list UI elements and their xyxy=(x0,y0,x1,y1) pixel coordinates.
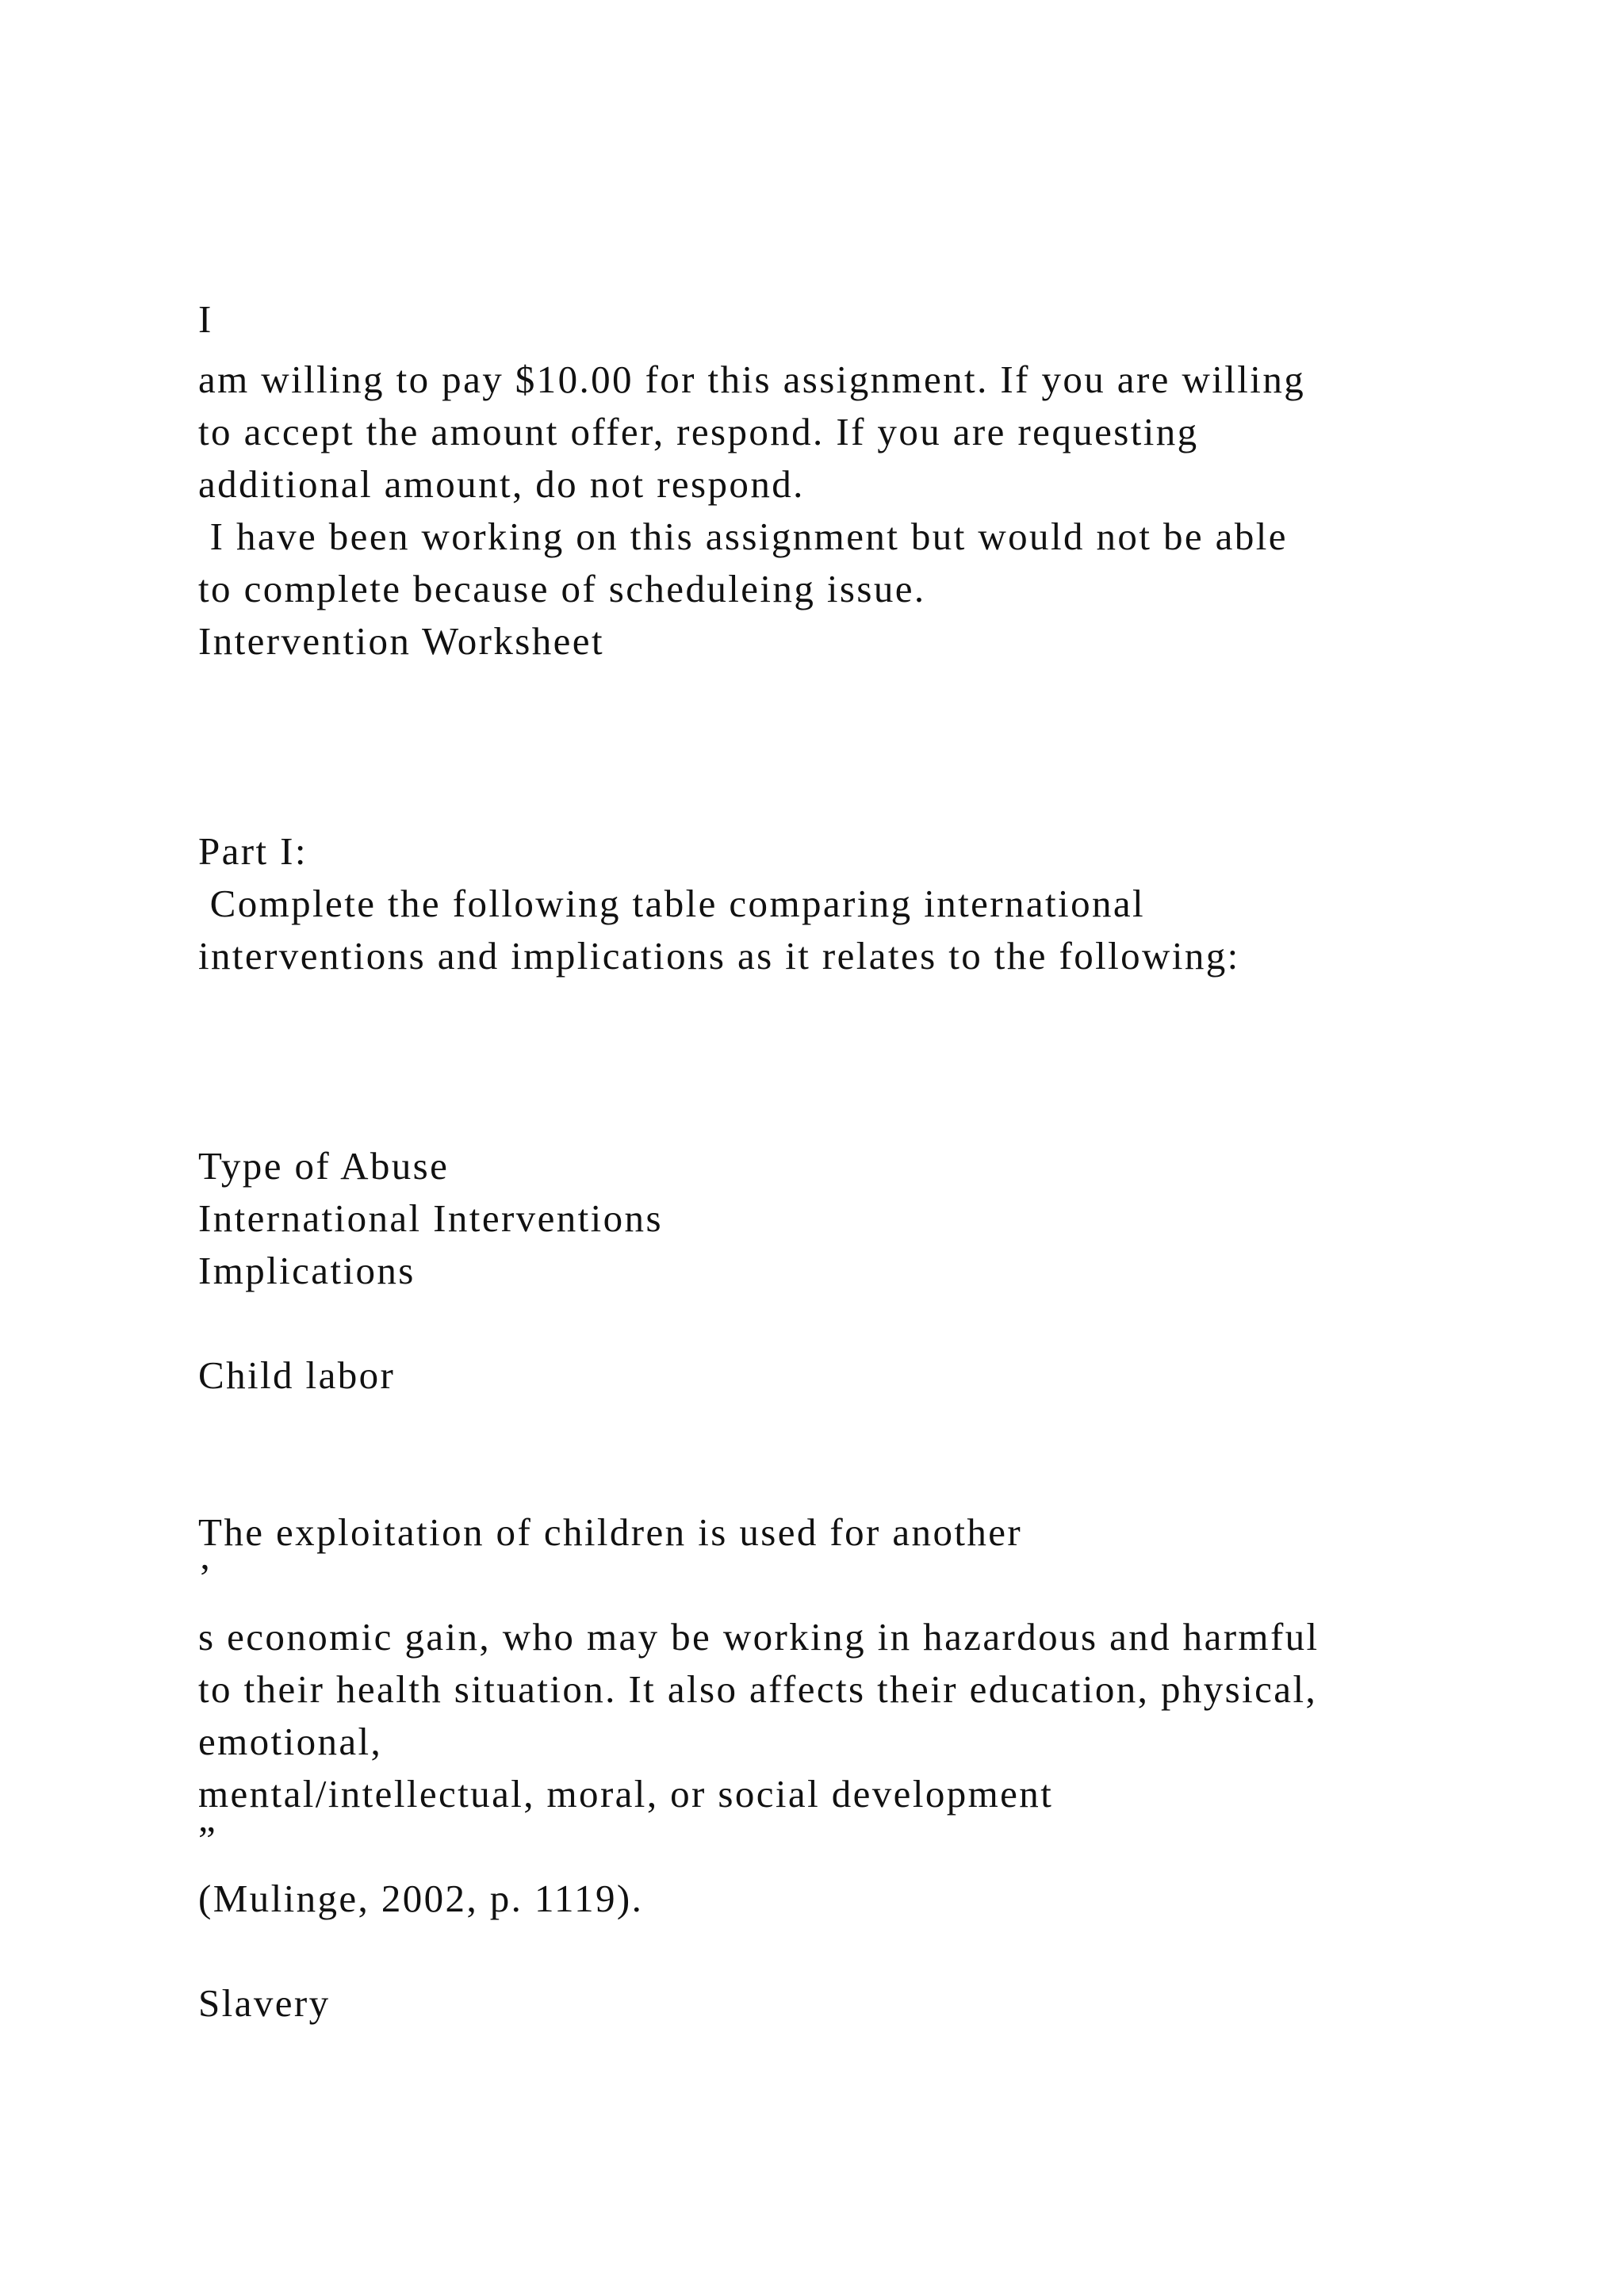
text-line-instructions-continued: interventions and implications as it relates to the following: xyxy=(198,934,1240,978)
text-line-apostrophe: ’ xyxy=(198,1556,213,1599)
part-heading: Part I: xyxy=(198,829,308,873)
text-line-payment-offer: am willing to pay $10.00 for this assignment. If you are willing xyxy=(198,358,1306,401)
text-line-development: mental/intellectual, moral, or social development xyxy=(198,1772,1054,1816)
text-line-closing-quote: ” xyxy=(198,1818,218,1862)
text-line-emotional: emotional, xyxy=(198,1720,383,1763)
table-cell-slavery: Slavery xyxy=(198,1981,331,2025)
table-header-type-of-abuse: Type of Abuse xyxy=(198,1144,450,1188)
text-line-economic-gain: s economic gain, who may be working in hazardous and harmful xyxy=(198,1615,1320,1659)
table-header-implications: Implications xyxy=(198,1249,416,1292)
text-line-scheduling-issue: to complete because of scheduleing issue. xyxy=(198,567,926,610)
text-line-health-situation: to their health situation. It also affects their education, physical, xyxy=(198,1667,1318,1711)
text-line-citation: (Mulinge, 2002, p. 1119). xyxy=(198,1877,644,1920)
text-line-instructions: Complete the following table comparing international xyxy=(198,882,1146,925)
table-cell-child-labor: Child labor xyxy=(198,1353,396,1397)
table-header-international-interventions: International Interventions xyxy=(198,1196,663,1240)
text-line-accept-offer: to accept the amount offer, respond. If you are requesting xyxy=(198,410,1199,453)
text-line-intro-pronoun: I xyxy=(198,297,213,341)
text-line-additional-amount: additional amount, do not respond. xyxy=(198,462,805,506)
text-line-working-on-assignment: I have been working on this assignment but would not be able xyxy=(198,515,1288,558)
worksheet-title: Intervention Worksheet xyxy=(198,619,604,663)
text-line-exploitation: The exploitation of children is used for another xyxy=(198,1510,1023,1554)
